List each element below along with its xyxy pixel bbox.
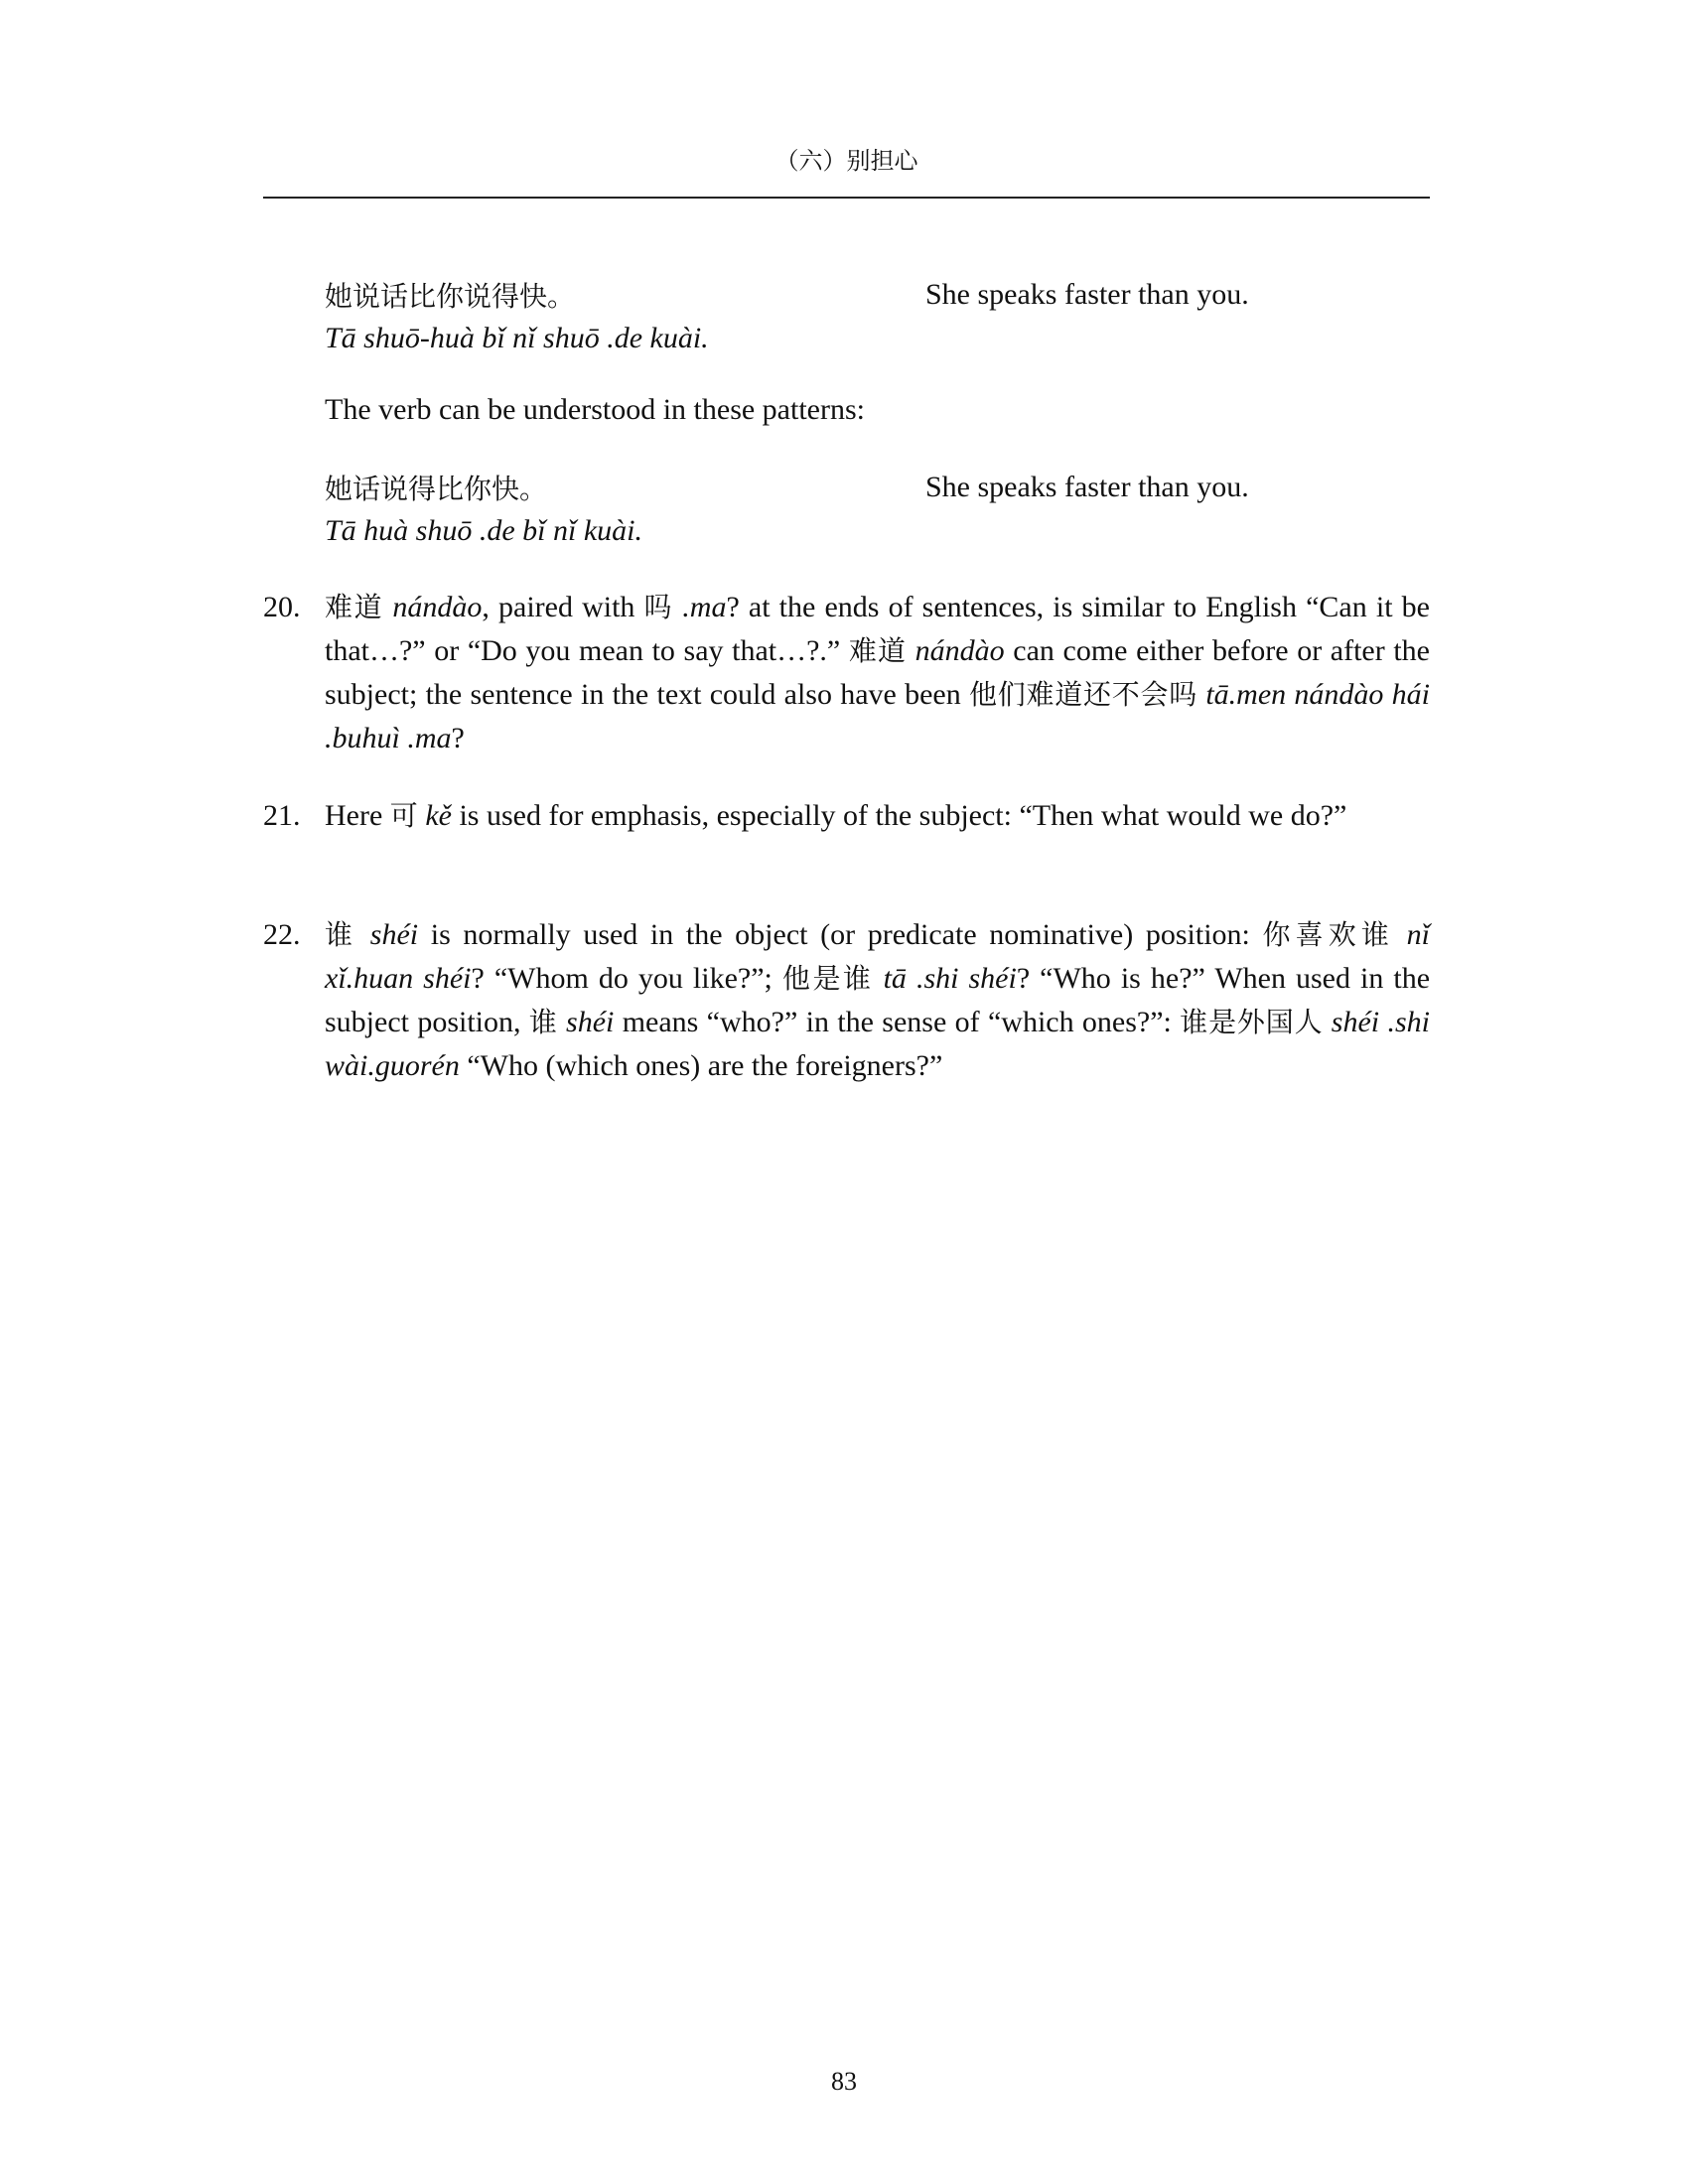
example-2-pinyin: Tā huà shuō .de bǐ nǐ kuài. [325, 514, 642, 547]
note-20-text-4: ? [451, 722, 465, 754]
note-22-pinyin-3: tā .shi shéi [883, 962, 1017, 995]
note-22-text-5: “Who (which ones) are the foreigners?” [459, 1049, 943, 1082]
note-20-pinyin-2: .ma [673, 591, 727, 623]
note-22 [263, 913, 1430, 1088]
note-22-chinese-5: 谁是外国人 [1180, 1006, 1324, 1038]
running-header: （六）别担心 [774, 149, 918, 175]
note-21-pinyin-1: kě [425, 799, 452, 832]
note-22-body [325, 913, 1430, 1088]
note-22-number: 22. [263, 918, 301, 951]
note-20-pinyin-3: nándào [914, 634, 1005, 667]
note-20-chinese-1: 难道 [325, 591, 384, 623]
note-22-chinese-3: 他是谁 [781, 962, 874, 995]
note-22-text-2: ? “Whom do you like?”; [471, 962, 782, 995]
note-20-pinyin-4: tā.men nándào hái .buhuì .ma [325, 678, 1430, 754]
note-22-chinese-4: 谁 [528, 1006, 558, 1038]
note-21 [263, 794, 1430, 838]
page-number: 83 [831, 2067, 857, 2096]
example-1 [325, 276, 709, 359]
note-20-text-1: , paired with [482, 591, 644, 623]
note-22-pinyin-4: shéi [566, 1006, 615, 1038]
note-21-chinese-1: 可 [389, 799, 418, 832]
note-22-pinyin-5: shéi .shi wài.guorén [325, 1006, 1430, 1082]
example-2-chinese: 她话说得比你快。 [325, 473, 548, 505]
example-1-translation: She speaks faster than you. [925, 278, 1249, 311]
intro-paragraph: The verb can be understood in these patterns: [325, 393, 865, 426]
example-1-chinese: 她说话比你说得快。 [325, 280, 576, 313]
example-1-pinyin: Tā shuō-huà bǐ nǐ shuō .de kuài. [325, 322, 709, 354]
note-20-pinyin-1: nándào [392, 591, 483, 623]
note-20-text-3: can come either before or after the subject; the sentence in the text could also have been [325, 634, 1430, 711]
note-20 [263, 586, 1430, 760]
note-21-body [325, 794, 1430, 838]
example-2 [325, 469, 642, 552]
note-21-text-2: is used for emphasis, especially of the subject: “Then what would we do?” [451, 799, 1347, 832]
note-21-number: 21. [263, 799, 301, 832]
note-20-chinese-3: 难道 [848, 634, 908, 667]
note-20-number: 20. [263, 591, 301, 623]
note-22-text-1: is normally used in the object (or predicate nominative) position: [418, 918, 1263, 951]
note-22-text-3: ? “Who is he?” When used in the subject position, [325, 962, 1431, 1038]
note-22-pinyin-1: shéi [369, 918, 419, 951]
example-2-translation: She speaks faster than you. [925, 471, 1249, 503]
note-22-pinyin-2: nǐ xǐ.huan shéi [325, 918, 1430, 995]
header-rule [263, 197, 1430, 199]
note-20-body [325, 586, 1430, 760]
note-21-text-1: Here [325, 799, 390, 832]
note-20-chinese-4: 他们难道还不会吗 [969, 678, 1198, 711]
note-22-chinese-2: 你喜欢谁 [1262, 918, 1395, 951]
note-20-text-2: ? at the ends of sentences, is similar to English “Can it be that…?” or “Do you mean to say that…?.” [325, 591, 1430, 667]
note-20-chinese-2: 吗 [643, 591, 674, 623]
note-22-chinese-1: 谁 [325, 918, 358, 951]
note-22-text-4: means “who?” in the sense of “which ones?”: [614, 1006, 1181, 1038]
